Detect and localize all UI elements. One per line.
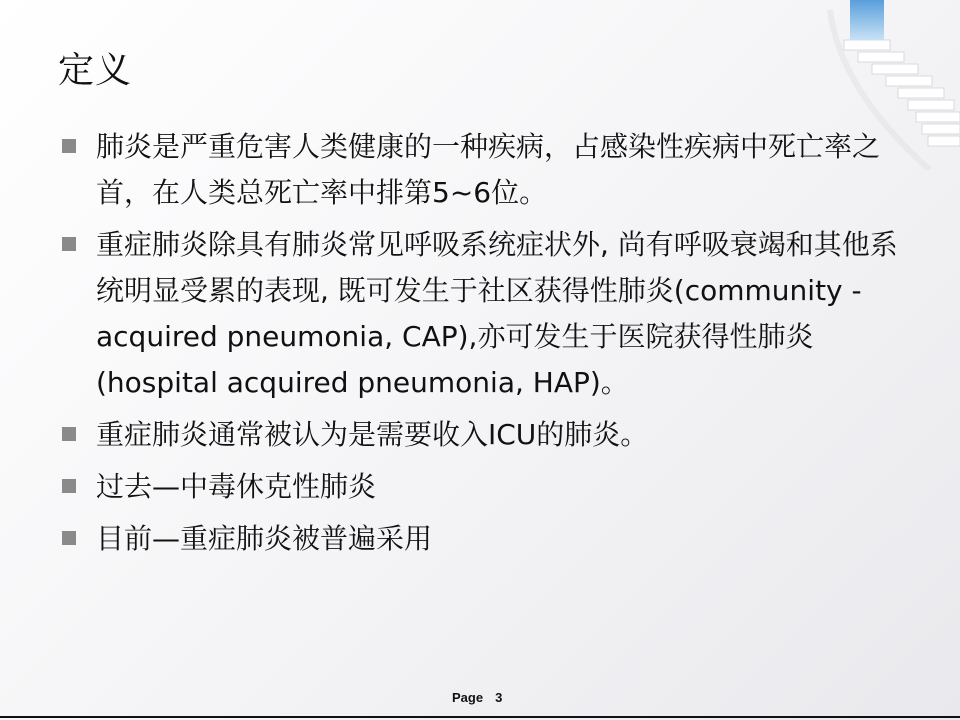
slide-title: 定义 <box>58 50 133 91</box>
bullet-item <box>62 516 912 562</box>
page-number: 3 <box>495 690 503 705</box>
bullet-text: 过去—中毒休克性肺炎 <box>96 470 377 503</box>
bullet-item <box>62 222 912 406</box>
square-bullet-icon <box>62 237 76 251</box>
page-label: Page <box>452 690 484 705</box>
bullet-item <box>62 124 912 216</box>
square-bullet-icon <box>62 427 76 441</box>
bullet-text: 肺炎是严重危害人类健康的一种疾病，占感染性疾病中死亡率之首，在人类总死亡率中排第5~6位。 <box>96 130 881 209</box>
bullet-item <box>62 412 912 458</box>
bullet-item <box>62 464 912 510</box>
square-bullet-icon <box>62 139 76 153</box>
bullet-list <box>62 124 912 568</box>
bottom-divider <box>0 716 960 718</box>
page-footer <box>452 690 502 705</box>
bullet-text: 重症肺炎通常被认为是需要收入ICU的肺炎。 <box>96 418 649 451</box>
bullet-text: 重症肺炎除具有肺炎常见呼吸系统症状外, 尚有呼吸衰竭和其他系统明显受累的表现, 既可发生于社区获得性肺炎(community -acquired pneumonia, CAP),亦可发生于医院获得性肺炎(hospital acquired pneumonia, HAP)。 <box>96 228 898 399</box>
square-bullet-icon <box>62 531 76 545</box>
square-bullet-icon <box>62 479 76 493</box>
bullet-text: 目前—重症肺炎被普遍采用 <box>96 522 433 555</box>
